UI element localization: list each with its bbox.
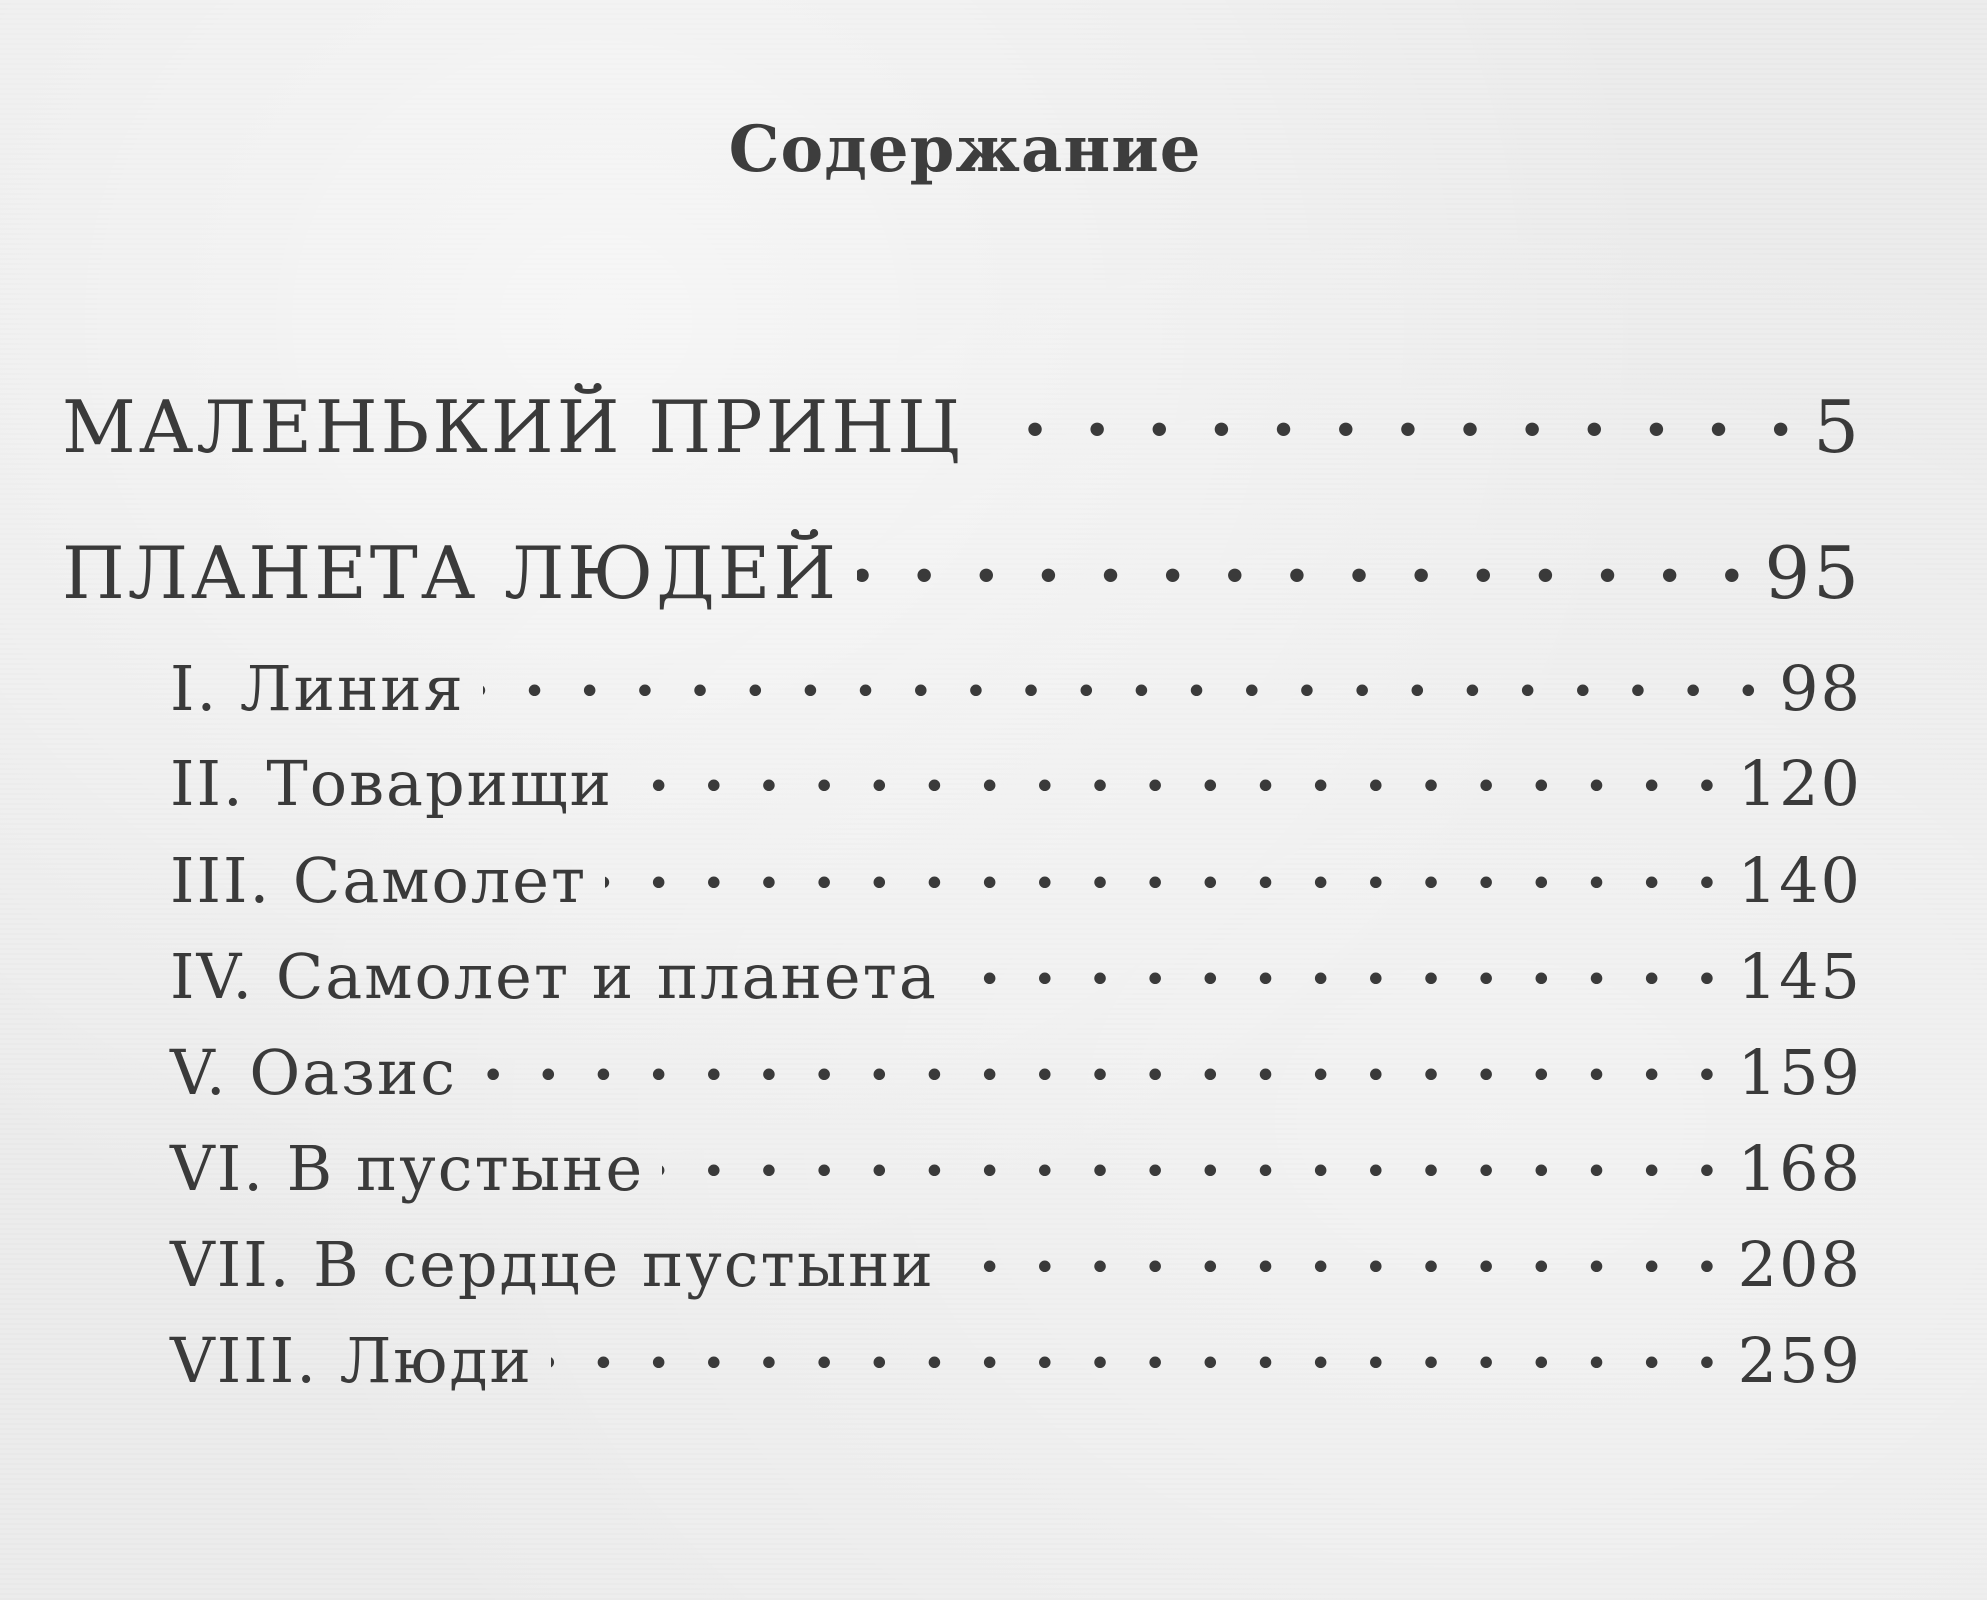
toc-entry-title: I. Линия	[170, 652, 465, 725]
toc-entry-title: МАЛЕНЬКИЙ ПРИНЦ	[62, 385, 963, 469]
toc-subentry	[62, 936, 1862, 1016]
toc-entry-page: 145	[1737, 940, 1862, 1013]
dot-leader	[662, 1128, 1724, 1190]
toc-entry-page: 95	[1764, 531, 1862, 615]
toc-entry-page: 208	[1737, 1228, 1862, 1301]
toc-subentry	[62, 840, 1862, 920]
toc-entry-page: 168	[1737, 1132, 1862, 1205]
toc-entry-title: VIII. Люди	[170, 1324, 533, 1397]
toc-entry-page: 98	[1779, 652, 1862, 725]
toc-subentry	[62, 1032, 1862, 1112]
toc-subentry	[62, 1320, 1862, 1400]
toc-subentry	[62, 743, 1862, 823]
toc-entry-title: VII. В сердце пустыни	[170, 1228, 935, 1301]
toc-entry-title: VI. В пустыне	[170, 1132, 645, 1205]
dot-leader	[551, 1320, 1724, 1382]
toc-entry	[62, 526, 1862, 615]
dot-leader	[483, 648, 1765, 710]
dot-leader	[605, 840, 1723, 902]
toc-subentry	[62, 648, 1862, 728]
dot-leader	[953, 1224, 1724, 1286]
toc-entry-page: 159	[1737, 1036, 1862, 1109]
toc-entry-title: V. Оазис	[170, 1036, 458, 1109]
toc-entry-title: IV. Самолет и планета	[170, 940, 938, 1013]
toc-entry-page: 140	[1737, 844, 1862, 917]
toc-subentry	[62, 1128, 1862, 1208]
toc-entry-page: 120	[1737, 747, 1862, 820]
dot-leader	[956, 936, 1724, 998]
dot-leader	[981, 380, 1799, 452]
toc-entry-title: II. Товарищи	[170, 747, 613, 820]
toc-entry-title: ПЛАНЕТА ЛЮДЕЙ	[62, 531, 840, 615]
toc-entry-title: III. Самолет	[170, 844, 588, 917]
table-of-contents	[62, 0, 1862, 1600]
dot-leader	[857, 526, 1750, 598]
dot-leader	[631, 743, 1724, 805]
dot-leader	[475, 1032, 1724, 1094]
toc-entry	[62, 380, 1862, 469]
toc-entry-page: 5	[1813, 385, 1862, 469]
toc-entry-page: 259	[1737, 1324, 1862, 1397]
toc-subentry	[62, 1224, 1862, 1304]
page-title: Содержание	[728, 112, 1202, 187]
